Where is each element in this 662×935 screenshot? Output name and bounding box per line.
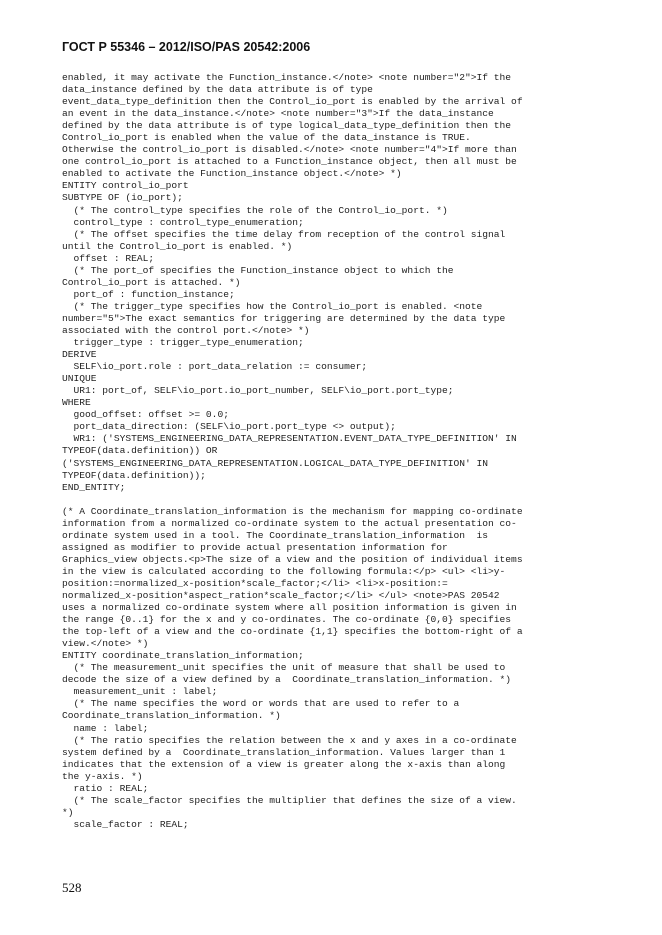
code-line: decode the size of a view defined by a Coordinate_translation_information. *): [62, 674, 512, 686]
code-line: the range {0..1} for the x and y co-ordinates. The co-ordinate {0,0} specifies: [62, 614, 512, 626]
code-line: Coordinate_translation_information. *): [62, 710, 281, 722]
code-line: (* The control_type specifies the role of the Control_io_port. *): [62, 204, 448, 216]
code-line: assigned as modifier to provide actual presentation information for: [62, 541, 448, 553]
code-line: Control_io_port is attached. *): [62, 276, 241, 288]
code-line: position:=normalized_x-position*scale_factor;</li> <li>x-position:=: [62, 577, 448, 589]
page-header: ГОСТ Р 55346 – 2012/ISO/PAS 20542:2006: [62, 40, 311, 54]
code-line: (* The trigger_type specifies how the Control_io_port is enabled. <note: [62, 300, 483, 312]
code-line: view.</note> *): [62, 638, 149, 650]
code-line: ENTITY control_io_port: [62, 180, 189, 192]
code-line: SUBTYPE OF (io_port);: [62, 192, 183, 204]
code-line: system defined by a Coordinate_translation_information. Values larger than 1: [62, 746, 506, 758]
code-line: WHERE: [62, 397, 91, 409]
code-line: associated with the control port.</note> *): [62, 324, 310, 336]
code-line: Otherwise the control_io_port is disabled.</note> <note number="4">If more than: [62, 144, 517, 156]
code-line: the top-left of a view and the co-ordinate {1,1} specifies the bottom-right of a: [62, 626, 523, 638]
code-line: (* The name specifies the word or words that are used to refer to a: [62, 698, 460, 710]
code-line: (* The measurement_unit specifies the unit of measure that shall be used to: [62, 662, 506, 674]
code-line: (* A Coordinate_translation_information is the mechanism for mapping co-ordinate: [62, 505, 523, 517]
code-line: ('SYSTEMS_ENGINEERING_DATA_REPRESENTATION.LOGICAL_DATA_TYPE_DEFINITION' IN: [62, 457, 489, 469]
code-line: DERIVE: [62, 349, 97, 361]
code-line: scale_factor : REAL;: [62, 818, 189, 830]
code-line: in the view is calculated according to the following formula:</p> <ul> <li>y-: [62, 565, 506, 577]
code-line: good_offset: offset >= 0.0;: [62, 409, 229, 421]
code-line: [62, 494, 602, 506]
code-line: enabled to activate the Function_instance object.</note> *): [62, 168, 402, 180]
code-line: UNIQUE: [62, 373, 97, 385]
code-line: number="5">The exact semantics for triggering are determined by the data type: [62, 312, 506, 324]
code-line: port_of : function_instance;: [62, 288, 235, 300]
code-line: ENTITY coordinate_translation_information;: [62, 650, 304, 662]
code-line: until the Control_io_port is enabled. *): [62, 240, 293, 252]
code-line: (* The scale_factor specifies the multiplier that defines the size of a view.: [62, 794, 517, 806]
code-line: Graphics_view objects.<p>The size of a view and the position of individual items: [62, 553, 523, 565]
code-line: (* The ratio specifies the relation between the x and y axes in a co-ordinate: [62, 734, 517, 746]
code-line: Control_io_port is enabled when the value of the data_instance is TRUE.: [62, 132, 471, 144]
code-line: event_data_type_definition then the Control_io_port is enabled by the arrival of: [62, 96, 523, 108]
code-line: indicates that the extension of a view is greater along the x-axis than along: [62, 758, 506, 770]
page-number: 528: [62, 880, 82, 895]
code-line: measurement_unit : label;: [62, 686, 218, 698]
code-line: (* The offset specifies the time delay from reception of the control signal: [62, 228, 506, 240]
code-line: port_data_direction: (SELF\io_port.port_type <> output);: [62, 421, 396, 433]
code-line: WR1: ('SYSTEMS_ENGINEERING_DATA_REPRESENTATION.EVENT_DATA_TYPE_DEFINITION' IN: [62, 433, 517, 445]
code-line: offset : REAL;: [62, 252, 155, 264]
code-line: TYPEOF(data.definition));: [62, 469, 206, 481]
code-line: SELF\io_port.role : port_data_relation := consumer;: [62, 361, 368, 373]
code-line: name : label;: [62, 722, 149, 734]
code-line: control_type : control_type_enumeration;: [62, 216, 304, 228]
code-line: data_instance defined by the data attribute is of type: [62, 84, 373, 96]
code-line: *): [62, 806, 74, 818]
code-line: END_ENTITY;: [62, 481, 126, 493]
code-line: information from a normalized co-ordinate system to the actual presentation co-: [62, 517, 517, 529]
code-line: the y-axis. *): [62, 770, 143, 782]
code-line: normalized_x-position*aspect_ration*scale_factor;</li> </ul> <note>PAS 20542: [62, 590, 500, 602]
code-line: TYPEOF(data.definition)) OR: [62, 445, 218, 457]
code-line: trigger_type : trigger_type_enumeration;: [62, 337, 304, 349]
code-line: UR1: port_of, SELF\io_port.io_port_number, SELF\io_port.port_type;: [62, 385, 454, 397]
code-line: one control_io_port is attached to a Function_instance object, then all must be: [62, 156, 517, 168]
code-line: defined by the data attribute is of type logical_data_type_definition then the: [62, 120, 512, 132]
code-line: enabled, it may activate the Function_instance.</note> <note number="2">If the: [62, 72, 512, 83]
code-line: ratio : REAL;: [62, 782, 149, 794]
code-line: uses a normalized co-ordinate system where all position information is given in: [62, 602, 517, 614]
code-line: an event in the data_instance.</note> <note number="3">If the data_instance: [62, 108, 494, 120]
code-line: ordinate system used in a tool. The Coordinate_translation_information is: [62, 529, 489, 541]
code-line: (* The port_of specifies the Function_instance object to which the: [62, 264, 454, 276]
code-listing: [62, 72, 602, 831]
